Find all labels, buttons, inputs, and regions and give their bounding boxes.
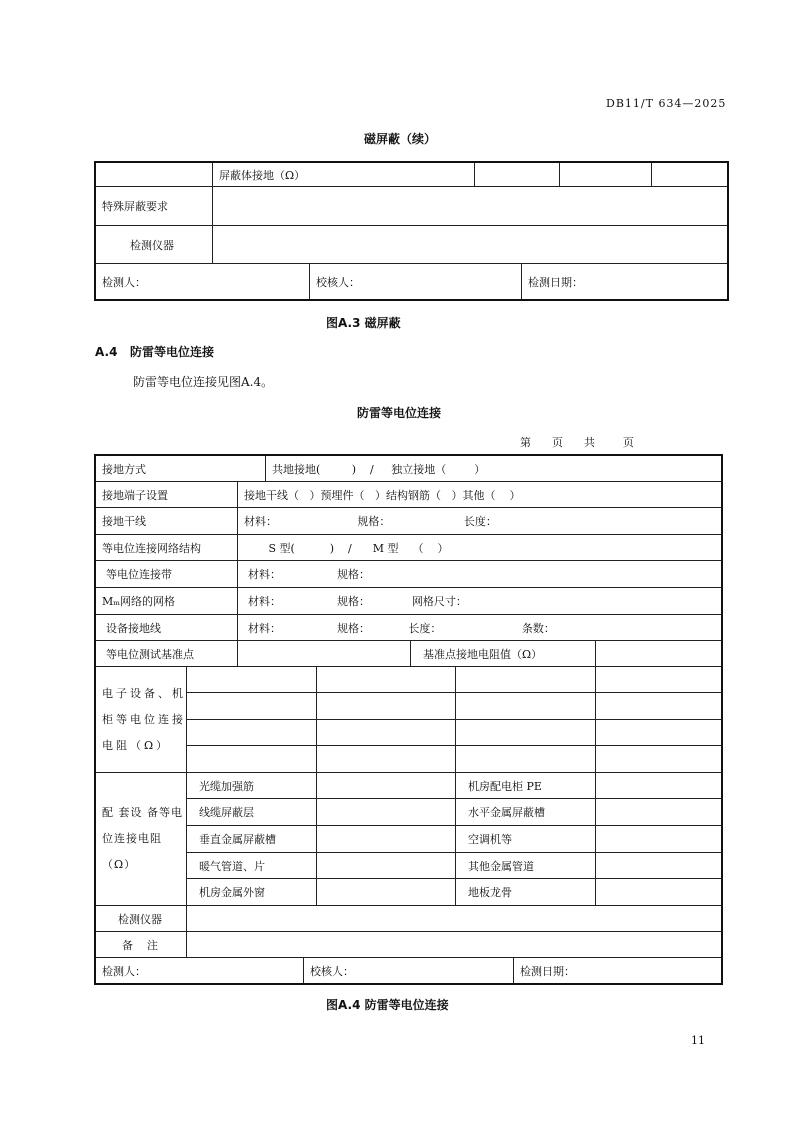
row-label: 接地干线 bbox=[102, 515, 146, 528]
table-cell[interactable] bbox=[455, 666, 596, 693]
instrument-label: 检测仪器 bbox=[130, 238, 174, 252]
figure-a3-caption: 图A.3 磁屏蔽 bbox=[326, 316, 401, 330]
item-label: 地板龙骨 bbox=[468, 886, 512, 899]
row-label: 设备接地线 bbox=[106, 621, 161, 635]
figure-a4-caption: 图A.4 防雷等电位连接 bbox=[326, 998, 449, 1012]
table-cell bbox=[303, 957, 514, 984]
table-cell bbox=[410, 640, 596, 667]
table-a3-title: 磁屏蔽（续） bbox=[364, 132, 437, 146]
table-cell bbox=[95, 957, 304, 984]
table-cell bbox=[95, 614, 238, 641]
table-cell[interactable] bbox=[455, 745, 596, 773]
table-cell[interactable] bbox=[455, 719, 596, 746]
instrument-label: 检测仪器 bbox=[118, 912, 162, 926]
table-cell bbox=[95, 162, 213, 187]
table-cell[interactable] bbox=[474, 162, 560, 187]
reviewer-label: 校核人： bbox=[316, 275, 360, 289]
table-cell[interactable] bbox=[186, 666, 317, 693]
table-cell bbox=[95, 560, 238, 588]
row-value: 材料： 规格： bbox=[248, 568, 370, 581]
table-a4-title: 防雷等电位连接 bbox=[357, 406, 442, 420]
table-cell bbox=[95, 534, 238, 561]
table-cell bbox=[95, 640, 238, 667]
table-cell bbox=[95, 186, 213, 226]
table-cell[interactable] bbox=[316, 692, 456, 720]
item-label: 其他金属管道 bbox=[468, 859, 534, 873]
table-cell[interactable] bbox=[455, 692, 596, 720]
table-cell bbox=[513, 957, 722, 984]
item-label: 垂直金属屏蔽槽 bbox=[199, 833, 276, 846]
table-cell[interactable] bbox=[595, 878, 723, 906]
table-cell bbox=[455, 825, 596, 853]
table-cell[interactable] bbox=[316, 798, 456, 826]
row-value: 共地接地( ) / 独立接地（ ） bbox=[272, 462, 486, 476]
table-cell[interactable] bbox=[595, 745, 723, 773]
table-cell[interactable] bbox=[595, 640, 722, 667]
special-req-label: 特殊屏蔽要求 bbox=[102, 200, 168, 213]
table-cell bbox=[237, 587, 722, 615]
table-cell[interactable] bbox=[316, 666, 456, 693]
reviewer-label: 校核人： bbox=[310, 964, 354, 978]
table-cell[interactable] bbox=[186, 905, 722, 932]
table-cell bbox=[455, 798, 596, 826]
table-cell bbox=[95, 905, 187, 932]
item-label: 线缆屏蔽层 bbox=[199, 806, 254, 819]
table-cell bbox=[186, 852, 317, 879]
item-label: 暖气管道、片 bbox=[199, 859, 265, 873]
page-info: 第 页 共 页 bbox=[520, 436, 634, 449]
table-cell[interactable] bbox=[595, 692, 723, 720]
row-label: 接地方式 bbox=[102, 462, 146, 476]
section-paragraph: 防雷等电位连接见图A.4。 bbox=[133, 375, 274, 389]
table-cell bbox=[95, 772, 187, 906]
table-cell bbox=[455, 852, 596, 879]
table-cell[interactable] bbox=[212, 225, 728, 264]
item-label: 空调机等 bbox=[468, 833, 512, 846]
table-cell bbox=[95, 455, 266, 482]
ref-point-label: 等电位测试基准点 bbox=[106, 647, 194, 661]
row-label: 等电位连接带 bbox=[106, 568, 172, 581]
table-cell[interactable] bbox=[186, 745, 317, 773]
table-cell bbox=[95, 481, 238, 508]
table-cell bbox=[237, 614, 722, 641]
table-cell[interactable] bbox=[316, 825, 456, 853]
section-heading: A.4 防雷等电位连接 bbox=[95, 345, 214, 359]
ref-resistance-label: 基准点接地电阻值（Ω） bbox=[423, 647, 543, 661]
remarks-label: 备 注 bbox=[122, 938, 158, 952]
table-cell bbox=[95, 263, 310, 300]
table-cell[interactable] bbox=[651, 162, 728, 187]
doc-number: DB11/T 634—2025 bbox=[606, 97, 727, 110]
date-label: 检测日期： bbox=[528, 275, 583, 289]
support-label: 配 套设 备等电位连接电阻（Ω） bbox=[102, 806, 183, 871]
table-cell bbox=[455, 878, 596, 906]
table-cell[interactable] bbox=[186, 931, 722, 958]
table-cell[interactable] bbox=[595, 666, 723, 693]
table-cell[interactable] bbox=[595, 852, 723, 879]
row-label: Mₘ网络的网格 bbox=[102, 595, 176, 608]
item-label: 机房金属外窗 bbox=[199, 886, 265, 899]
row-value: 材料： 规格： 长度： 条数： bbox=[248, 621, 555, 635]
table-cell bbox=[186, 772, 317, 799]
table-cell[interactable] bbox=[316, 719, 456, 746]
table-cell bbox=[212, 162, 475, 187]
table-cell bbox=[237, 560, 722, 588]
table-cell bbox=[186, 825, 317, 853]
table-cell[interactable] bbox=[595, 825, 723, 853]
table-cell bbox=[95, 666, 187, 773]
item-label: 机房配电柜 PE bbox=[468, 779, 542, 793]
table-cell bbox=[237, 507, 722, 535]
table-cell[interactable] bbox=[316, 772, 456, 799]
table-cell[interactable] bbox=[186, 719, 317, 746]
table-cell bbox=[265, 455, 722, 482]
table-cell bbox=[95, 587, 238, 615]
tester-label: 检测人： bbox=[102, 275, 146, 289]
table-cell bbox=[186, 878, 317, 906]
page-number: 11 bbox=[691, 1034, 705, 1047]
shield-ground-label: 屏蔽体接地（Ω） bbox=[219, 168, 306, 182]
row-label: 等电位连接网络结构 bbox=[102, 541, 201, 555]
table-cell[interactable] bbox=[595, 719, 723, 746]
date-label: 检测日期： bbox=[520, 964, 575, 978]
table-cell bbox=[455, 772, 596, 799]
table-cell[interactable] bbox=[237, 640, 411, 667]
table-cell[interactable] bbox=[559, 162, 652, 187]
table-cell[interactable] bbox=[595, 772, 723, 799]
item-label: 水平金属屏蔽槽 bbox=[468, 806, 545, 819]
row-label: 接地端子设置 bbox=[102, 488, 168, 502]
row-value: S 型( ) / M 型 （ ） bbox=[244, 541, 449, 555]
table-cell bbox=[95, 507, 238, 535]
table-cell[interactable] bbox=[316, 852, 456, 879]
tester-label: 检测人： bbox=[102, 964, 146, 978]
table-cell[interactable] bbox=[595, 798, 723, 826]
table-cell bbox=[186, 798, 317, 826]
table-cell bbox=[521, 263, 728, 300]
table-cell bbox=[95, 931, 187, 958]
electronic-label: 电子设备、机柜等电位连接电阻（Ω） bbox=[102, 686, 186, 752]
row-value: 材料： 规格： 长度： bbox=[244, 515, 497, 528]
table-cell bbox=[309, 263, 522, 300]
item-label: 光缆加强筋 bbox=[199, 779, 254, 793]
table-cell[interactable] bbox=[186, 692, 317, 720]
table-cell bbox=[237, 534, 722, 561]
table-cell[interactable] bbox=[212, 186, 728, 226]
table-cell bbox=[237, 481, 722, 508]
row-value: 材料： 规格： 网格尺寸： bbox=[248, 595, 467, 608]
row-value: 接地干线（ ）预埋件（ ）结构钢筋（ ）其他（ ） bbox=[244, 488, 521, 502]
table-cell bbox=[95, 225, 213, 264]
table-cell[interactable] bbox=[316, 878, 456, 906]
table-cell[interactable] bbox=[316, 745, 456, 773]
